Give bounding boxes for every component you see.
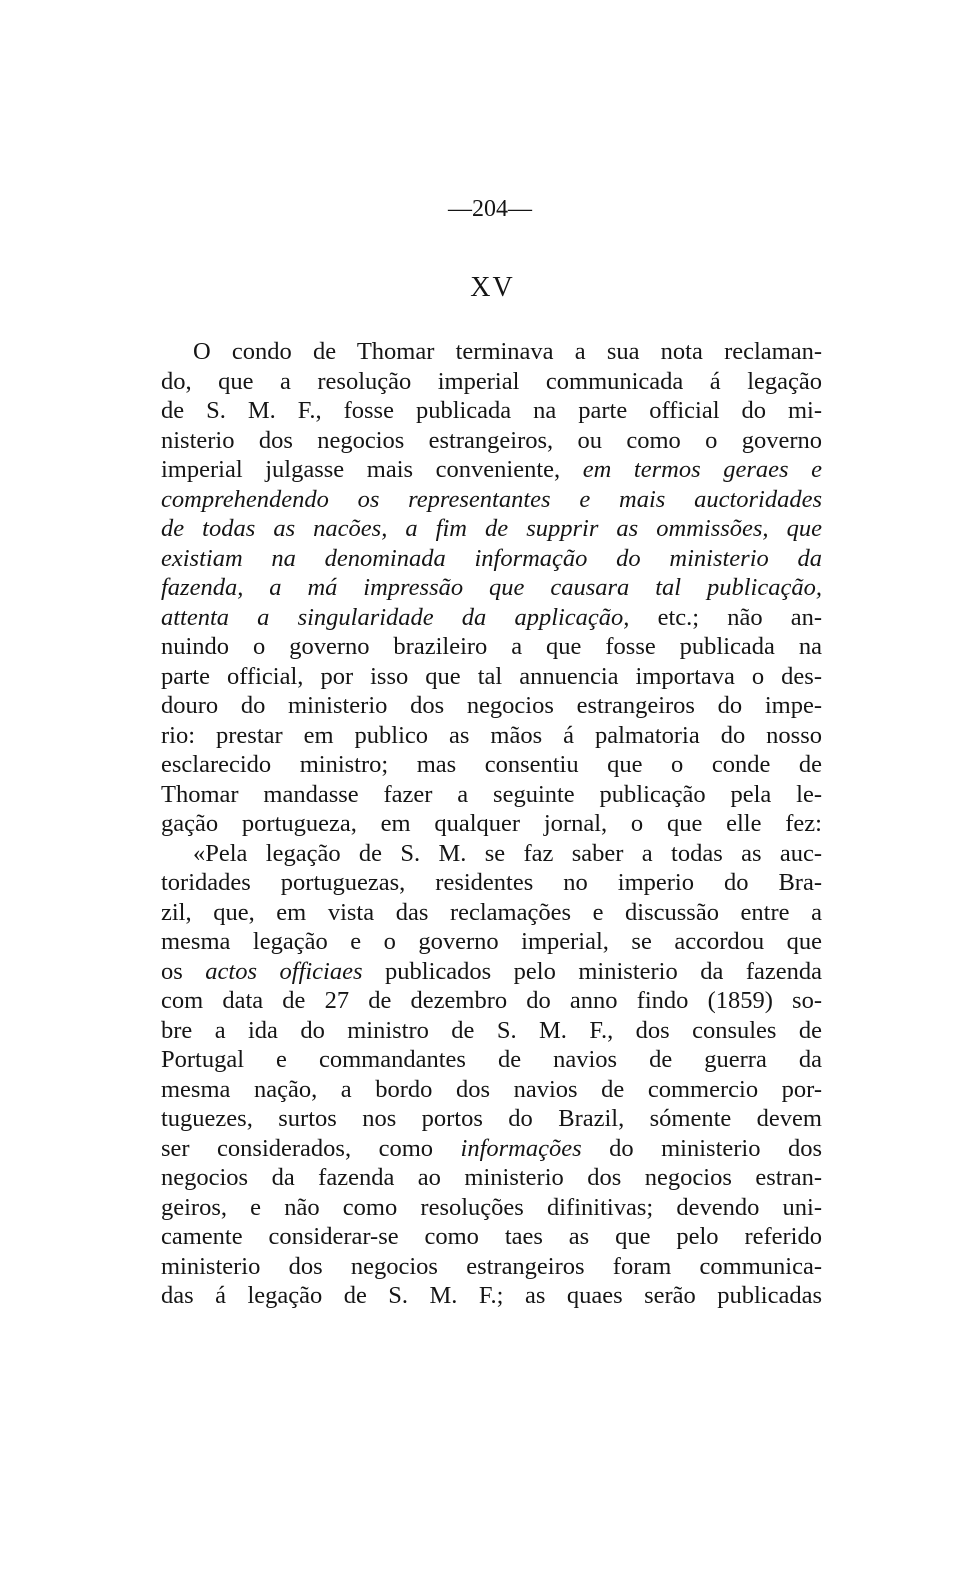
text-segment: ministerio dos negocios estrangeiros foram communica- bbox=[161, 1252, 822, 1280]
text-segment: Portugal e commandantes de navios de guerra da bbox=[161, 1046, 822, 1073]
text-line bbox=[161, 1104, 822, 1134]
text-line bbox=[161, 868, 822, 898]
text-line bbox=[161, 1281, 822, 1311]
text-line bbox=[161, 809, 822, 839]
text-segment: os bbox=[161, 957, 206, 985]
italic-text: comprehendendo os representantes e mais auctoridades bbox=[161, 485, 822, 513]
italic-text: existiam na denominada informação do ministerio da bbox=[161, 544, 822, 572]
text-segment: Thomar mandasse fazer a seguinte publicação pela le- bbox=[161, 780, 822, 808]
text-line bbox=[161, 603, 822, 633]
text-segment: gação portugueza, em qualquer jornal, o que elle fez: bbox=[161, 810, 822, 837]
text-segment: esclarecido ministro; mas consentiu que o conde de bbox=[161, 751, 822, 778]
text-line bbox=[161, 396, 822, 426]
text-segment: do, que a resolução imperial communicada á legação bbox=[161, 367, 822, 395]
text-segment: camente considerar-se como taes as que pelo referido bbox=[161, 1223, 822, 1250]
text-line bbox=[161, 721, 822, 751]
text-segment: publicados pelo ministerio da fazenda bbox=[362, 957, 822, 985]
text-segment: parte official, por isso que tal annuencia importava o des- bbox=[161, 662, 822, 690]
italic-text: fazenda, a má impressão que causara tal publicação, bbox=[161, 574, 822, 601]
text-segment: nuindo o governo brazileiro a que fosse publicada na bbox=[161, 633, 822, 660]
text-segment: ser considerados, como bbox=[161, 1134, 461, 1162]
text-segment: com data de 27 de dezembro do anno findo (1859) so- bbox=[161, 987, 822, 1014]
italic-text: attenta a singularidade da applicação, bbox=[161, 603, 630, 631]
body-text bbox=[161, 337, 822, 1311]
text-line bbox=[161, 691, 822, 721]
text-line bbox=[161, 1045, 822, 1075]
text-line bbox=[161, 1075, 822, 1105]
text-line bbox=[161, 750, 822, 780]
text-line bbox=[161, 367, 822, 397]
text-line bbox=[161, 1134, 822, 1164]
text-line bbox=[161, 544, 822, 574]
text-line bbox=[161, 485, 822, 515]
text-segment: negocios da fazenda ao ministerio dos negocios estran- bbox=[161, 1164, 822, 1191]
text-line bbox=[161, 780, 822, 810]
text-line bbox=[161, 986, 822, 1016]
text-line bbox=[161, 337, 822, 367]
text-line bbox=[161, 957, 822, 987]
text-segment: douro do ministerio dos negocios estrangeiros do impe- bbox=[161, 692, 822, 719]
text-line bbox=[161, 1193, 822, 1223]
text-line bbox=[161, 662, 822, 692]
text-segment: rio: prestar em publico as mãos á palmatoria do nosso bbox=[161, 721, 822, 749]
text-line bbox=[161, 1016, 822, 1046]
text-segment: imperial julgasse mais conveniente, bbox=[161, 456, 583, 483]
text-segment: tuguezes, surtos nos portos do Brazil, sómente devem bbox=[161, 1105, 822, 1132]
text-line bbox=[161, 632, 822, 662]
text-line bbox=[161, 426, 822, 456]
chapter-heading: XV bbox=[470, 272, 515, 303]
text-segment: bre a ida do ministro de S. M. F., dos consules de bbox=[161, 1016, 822, 1044]
text-segment: do ministerio dos bbox=[581, 1134, 823, 1162]
text-line bbox=[161, 927, 822, 957]
text-segment: das á legação de S. M. F.; as quaes serão publicadas bbox=[161, 1282, 822, 1309]
text-segment: O condo de Thomar terminava a sua nota reclaman- bbox=[193, 338, 822, 365]
text-line bbox=[161, 573, 822, 603]
text-segment: de S. M. F., fosse publicada na parte official do mi- bbox=[161, 397, 822, 424]
text-segment: etc.; não an- bbox=[629, 603, 822, 631]
text-line bbox=[161, 1252, 822, 1282]
text-line bbox=[161, 514, 822, 544]
text-segment: «Pela legação de S. M. se faz saber a todas as auc- bbox=[193, 839, 822, 867]
text-segment: mesma legação e o governo imperial, se accordou que bbox=[161, 928, 822, 955]
italic-text: actos officiaes bbox=[205, 957, 363, 985]
page-number: —204— bbox=[448, 196, 532, 222]
text-line bbox=[161, 839, 822, 869]
text-segment: toridades portuguezas, residentes no imperio do Bra- bbox=[161, 869, 822, 896]
text-segment: zil, que, em vista das reclamações e discussão entre a bbox=[161, 898, 822, 926]
italic-text: de todas as nacões, a fim de supprir as ommissões, que bbox=[161, 515, 822, 542]
italic-text: informações bbox=[460, 1134, 582, 1162]
text-segment: nisterio dos negocios estrangeiros, ou como o governo bbox=[161, 426, 822, 454]
italic-text: em termos geraes e bbox=[582, 456, 823, 483]
text-segment: mesma nação, a bordo dos navios de commercio por- bbox=[161, 1075, 822, 1103]
text-line bbox=[161, 1222, 822, 1252]
text-segment: geiros, e não como resoluções difinitivas; devendo uni- bbox=[161, 1193, 822, 1221]
text-line bbox=[161, 1163, 822, 1193]
text-line bbox=[161, 455, 822, 485]
text-line bbox=[161, 898, 822, 928]
